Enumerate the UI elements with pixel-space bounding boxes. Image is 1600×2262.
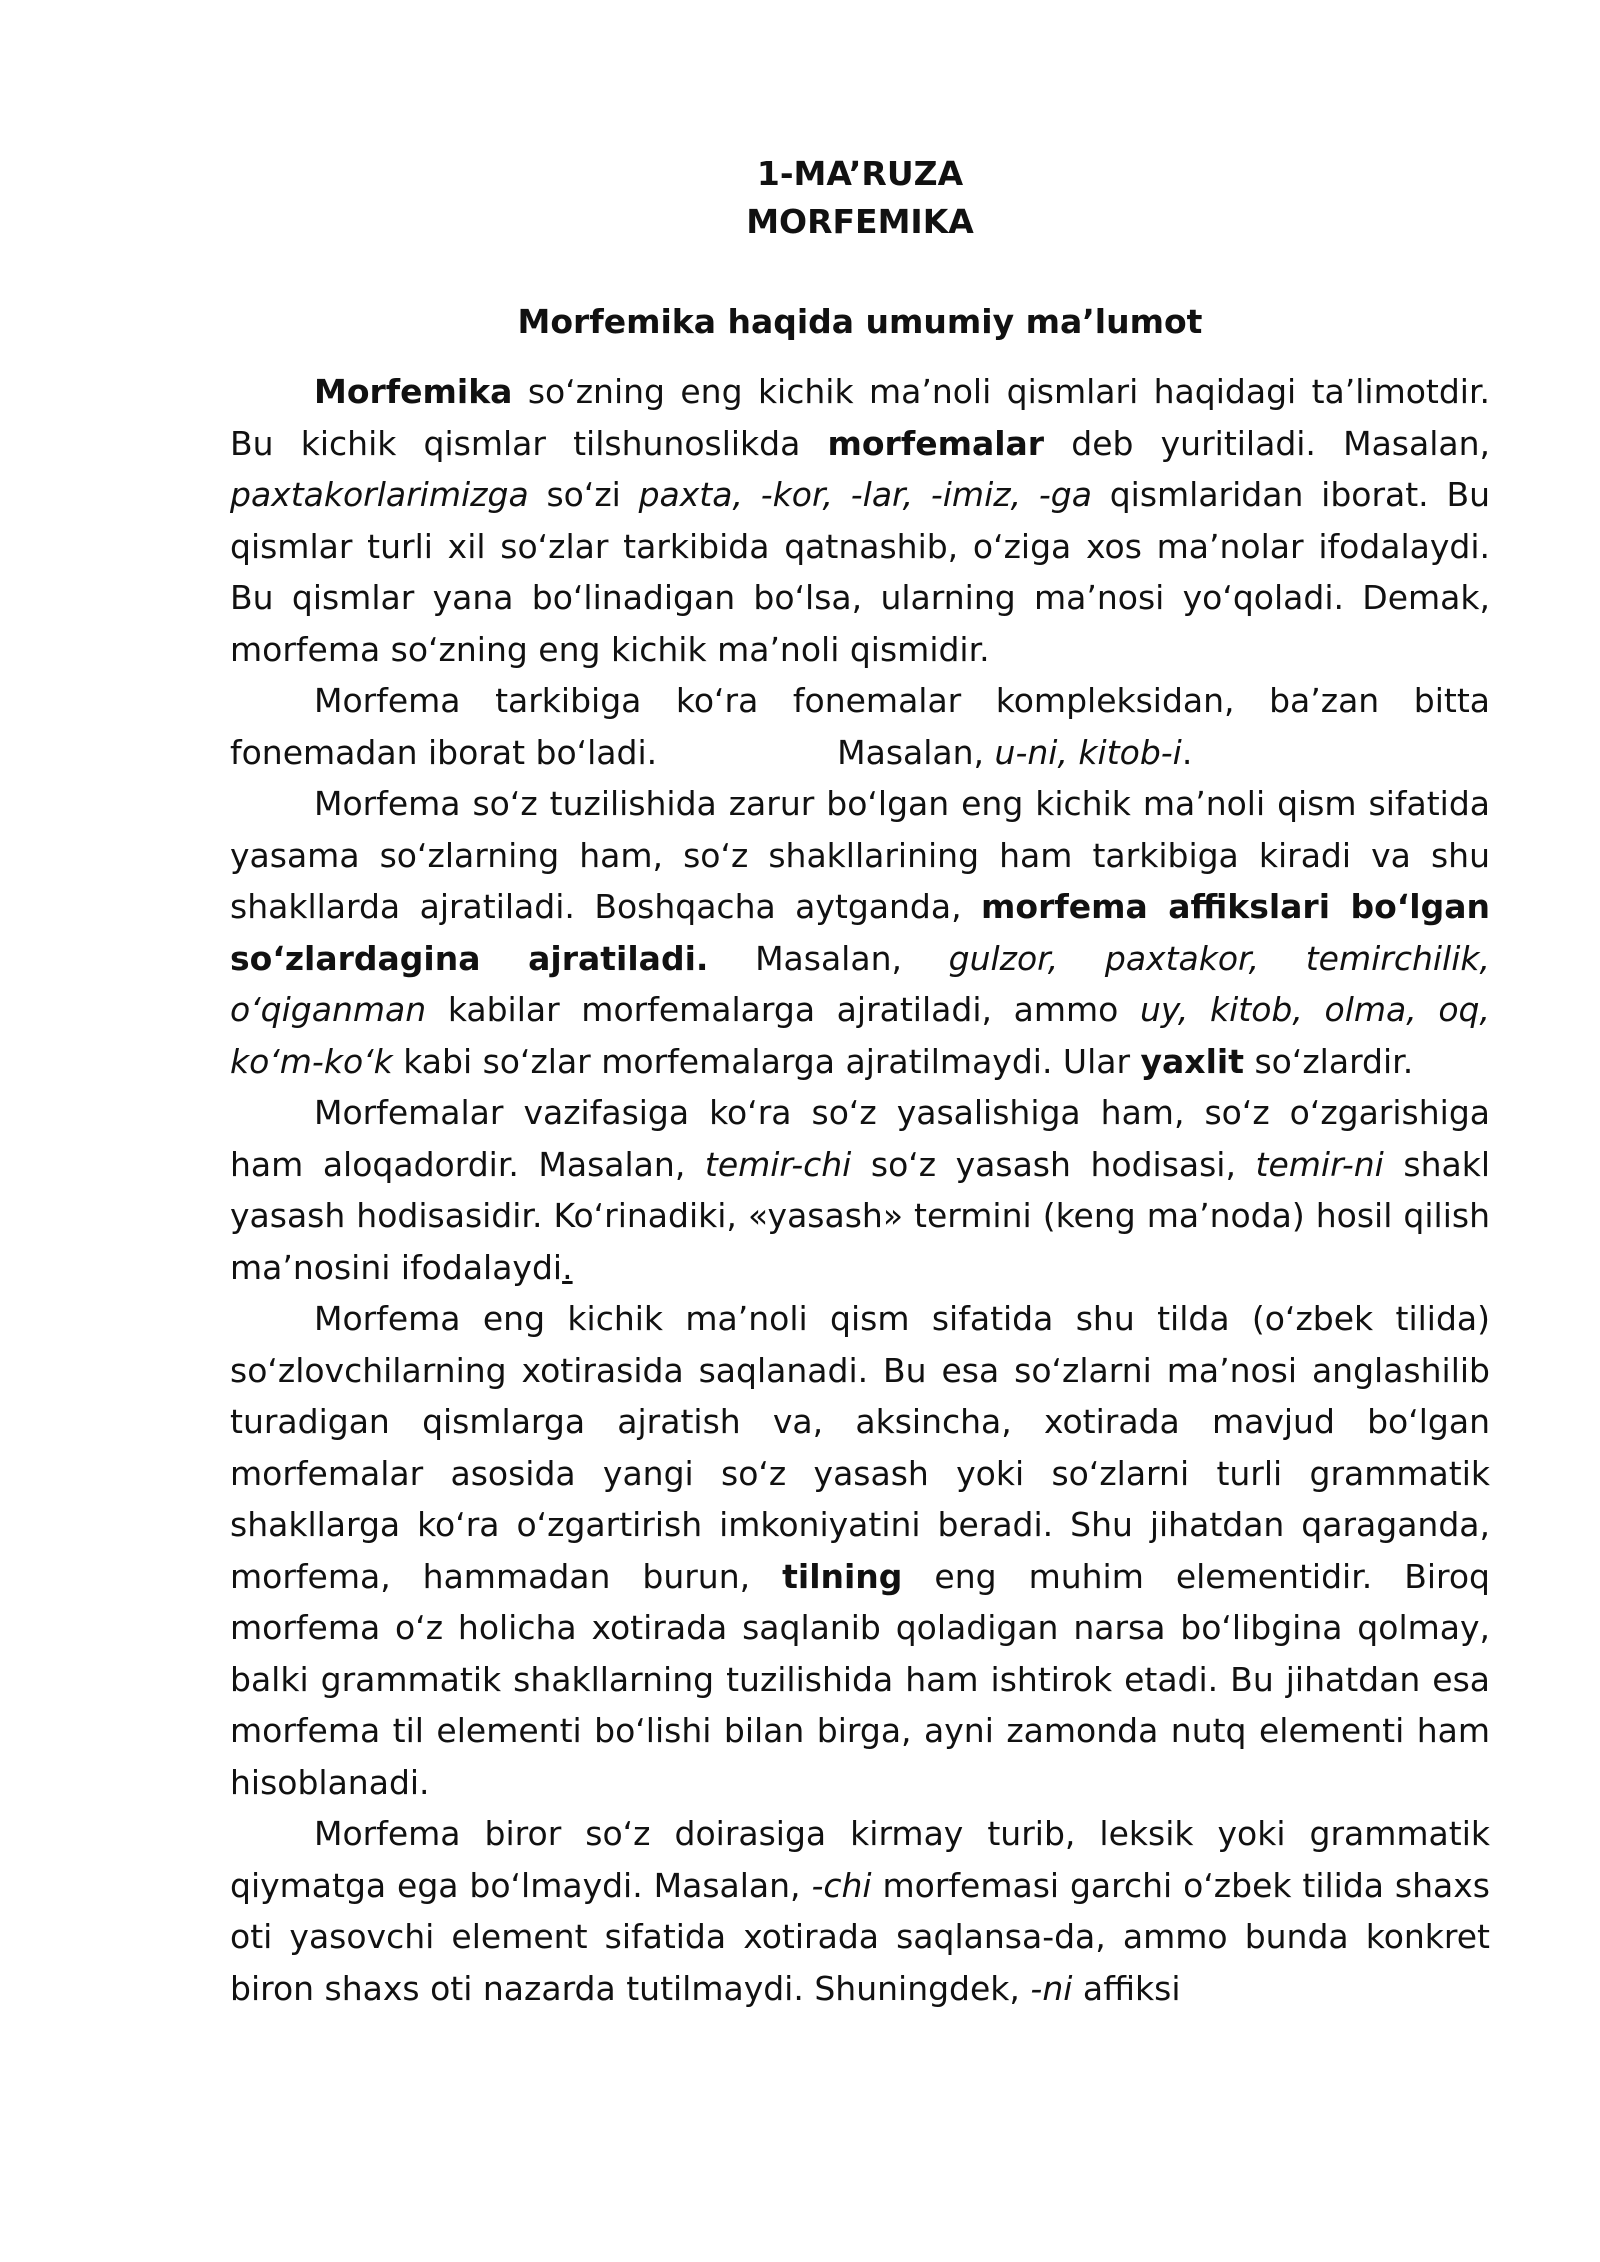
example-simple-words: uy, kitob, olma, oq, ko‘m-ko‘k: [230, 990, 1490, 1081]
paragraph-5-text-b: eng muhim elementidir. Biroq morfema o‘z holicha xotirada saqlanib qoladigan narsa bo‘libgina qolmay, balki grammatik shakllarning tuzilishida ham ishtirok etadi. Bu jihatdan esa morfema til elementi bo‘lishi bilan birga, ayni zamonda nutq elementi ham hisoblanadi.: [230, 1556, 1490, 1802]
paragraph-5: [230, 1293, 1490, 1808]
paragraph-6-text-c: affiksi: [1072, 1968, 1181, 2008]
paragraph-4-text-b: so‘z yasash hodisasi,: [851, 1144, 1256, 1184]
paragraph-1: [230, 366, 1490, 675]
paragraph-1-text-c: so‘zi: [528, 475, 639, 514]
paragraph-1-text-d: qismlaridan iborat. Bu qismlar turli xil so‘zlar tarkibida qatnashib, o‘ziga xos ma’nolar ifodalaydi. Bu qismlar yana bo‘linadigan bo‘lsa, ularning ma’nosi yo‘qoladi. Demak, morfema so‘zning eng kichik ma’noli qismidir.: [230, 475, 1491, 669]
example-temir-chi: temir-chi: [704, 1144, 852, 1184]
paragraph-6: [230, 1808, 1490, 2014]
paragraph-4-text-c: shakl yasash hodisasidir. Ko‘rinadiki, «yasash» termini (keng ma’noda) hosil qilish ma’nosini ifodalaydi: [230, 1144, 1490, 1287]
term-morfemalar: morfemalar: [827, 423, 1045, 463]
lecture-topic: MORFEMIKA: [746, 202, 974, 241]
example-word: paxtakorlarimizga: [230, 475, 529, 514]
paragraph-6-text-b: morfemasi garchi o‘zbek tilida shaxs oti yasovchi element sifatida xotirada saqlansa-da, ammo bunda konkret biron shaxs oti nazarda tutilmaydi. Shuningdek,: [230, 1865, 1490, 2008]
paragraph-4-text-a: Morfemalar vazifasiga ko‘ra so‘z yasalishiga ham, so‘z o‘zgarishiga ham aloqadordir. Masalan,: [230, 1093, 1490, 1184]
term-tilning: tilning: [782, 1556, 903, 1596]
underlined-period: .: [562, 1247, 573, 1287]
term-morfemika: Morfemika: [314, 372, 513, 411]
paragraph-3-text-c: kabilar morfemalarga ajratiladi, ammo: [426, 990, 1140, 1029]
paragraph-1-text-a: so‘zning eng kichik ma’noli qismlari haqidagi ta’limotdir. Bu kichik qismlar tilshunoslikda: [230, 372, 1490, 463]
paragraph-4: [230, 1087, 1490, 1293]
example-ni: -ni: [1030, 1968, 1073, 2008]
paragraph-2-text-b: Masalan,: [837, 732, 995, 772]
paragraph-3-text-a: Morfema so‘z tuzilishida zarur bo‘lgan eng kichik ma’noli qism sifatida yasama so‘zlarning ham, so‘z shakllarining ham tarkibiga kiradi va shu shakllarda ajratiladi. Boshqacha aytganda,: [230, 784, 1490, 926]
paragraph-2: [230, 675, 1490, 778]
document-page: [230, 150, 1490, 2014]
paragraph-3-text-b: Masalan,: [708, 938, 949, 978]
term-yaxlit: yaxlit: [1140, 1041, 1244, 1081]
paragraph-3-text-d: kabi so‘zlar morfemalarga ajratilmaydi. Ular: [392, 1041, 1141, 1081]
example-derived-words: gulzor, paxtakor, temirchilik, o‘qiganman: [230, 938, 1490, 1029]
lecture-number: 1-MA’RUZA: [756, 154, 964, 193]
example-chi: -chi: [811, 1865, 872, 1905]
paragraph-3: [230, 778, 1490, 1087]
paragraph-2-text-c: .: [1181, 732, 1193, 772]
paragraph-6-text-a: Morfema biror so‘z doirasiga kirmay turib, leksik yoki grammatik qiymatga ega bo‘lmaydi. Masalan,: [230, 1814, 1490, 1905]
example-parts: paxta, -kor, -lar, -imiz, -ga: [638, 475, 1092, 514]
paragraph-3-text-e: so‘zlardir.: [1244, 1041, 1414, 1081]
paragraph-1-text-b: deb yuritiladi. Masalan,: [1044, 423, 1490, 463]
paragraph-2-text-a: Morfema tarkibiga ko‘ra fonemalar kompleksidan, ba’zan bitta fonemadan iborat bo‘ladi.: [230, 681, 1490, 772]
paragraph-5-text-a: Morfema eng kichik ma’noli qism sifatida shu tilda (o‘zbek tilida) so‘zlovchilarning xotirasida saqlanadi. Bu esa so‘zlarni ma’nosi anglashilib turadigan qismlarga ajratish va, aksincha, xotirada mavjud bo‘lgan morfemalar asosida yangi so‘z yasash yoki so‘zlarni turli grammatik shakllarga ko‘ra o‘zgartirish imkoniyatini beradi. Shu jihatdan qaraganda, morfema, hammadan burun,: [230, 1299, 1490, 1596]
example-forms: u-ni, kitob-i: [994, 732, 1182, 772]
section-title: Morfemika haqida umumiy ma’lumot: [517, 302, 1203, 341]
example-temir-ni: temir-ni: [1255, 1144, 1384, 1184]
emphasis-affixes: morfema affikslari bo‘lgan so‘zlardagina ajratiladi.: [230, 887, 1490, 978]
